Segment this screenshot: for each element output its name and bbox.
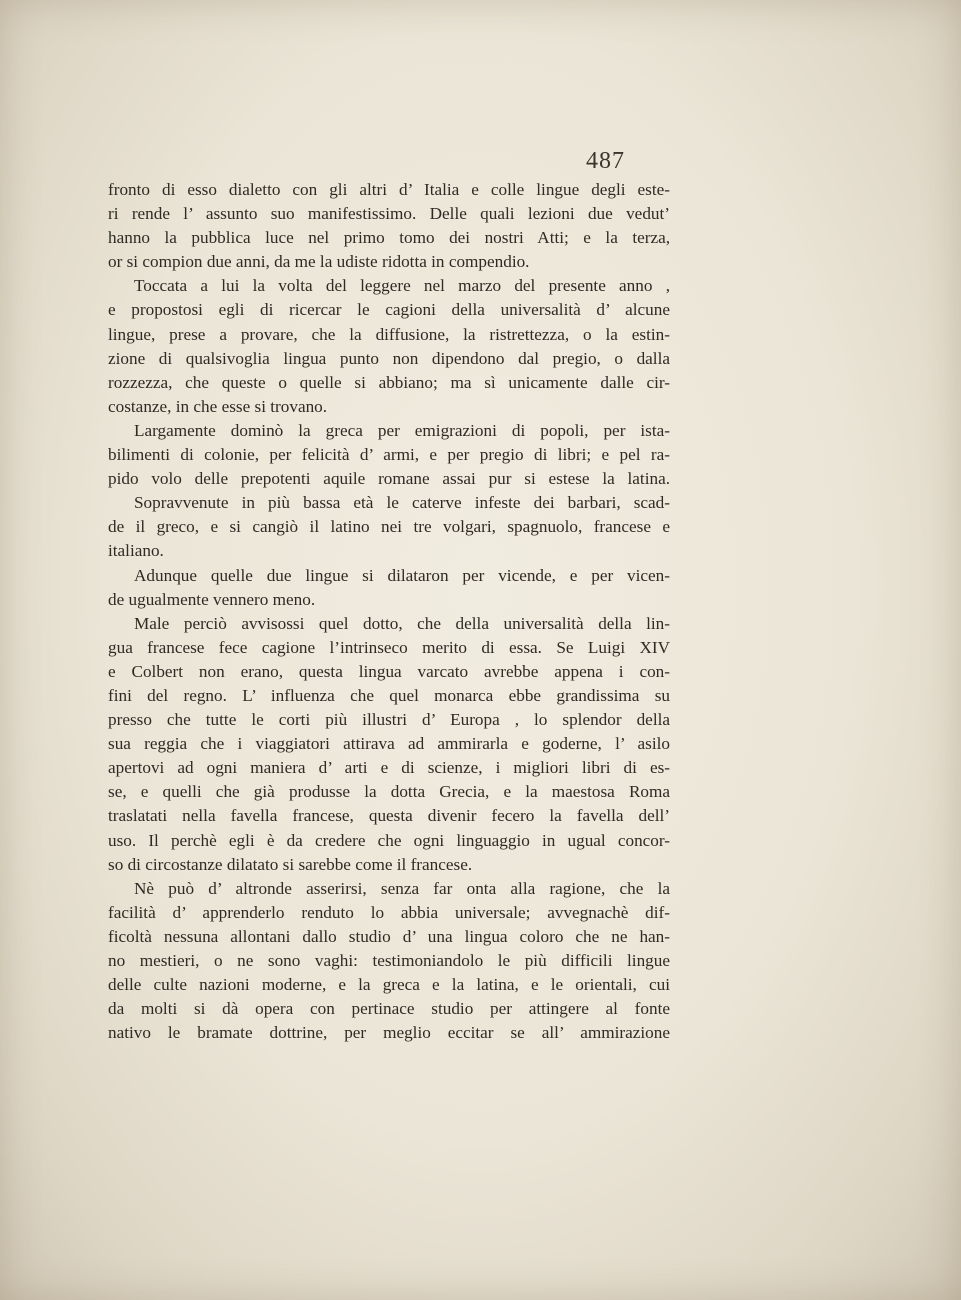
text-line: or si compion due anni, da me la udiste ridotta in compendio. — [108, 252, 530, 272]
text-line: pido volo delle prepotenti aquile romane assai pur si estese la latina. — [108, 469, 670, 489]
text-line: bilimenti di colonie, per felicità d’ armi, e per pregio di libri; e pel ra- — [108, 445, 670, 465]
text-line: so di circostanze dilatato si sarebbe come il francese. — [108, 854, 473, 874]
text-line: fronto di esso dialetto con gli altri d’ Italia e colle lingue degli este- — [108, 180, 670, 199]
text-line: nativo le bramate dottrine, per meglio eccitar se all’ ammirazione — [108, 1023, 670, 1043]
text-line: de il greco, e si cangiò il latino nei tre volgari, spagnuolo, francese e — [108, 517, 670, 537]
text-line: fini del regno. L’ influenza che quel monarca ebbe grandissima su — [108, 685, 670, 705]
text-line: facilità d’ apprenderlo renduto lo abbia universale; avvegnachè dif- — [108, 902, 670, 922]
text-line: italiano. — [108, 541, 164, 561]
text-line: traslatati nella favella francese, questa divenir fecero la favella dell’ — [108, 806, 670, 826]
text-line: presso che tutte le corti più illustri d’ Europa , lo splendor della — [108, 710, 670, 730]
text-line: ficoltà nessuna allontani dallo studio d’ una lingua coloro che ne han- — [108, 926, 670, 946]
text-line: hanno la pubblica luce nel primo tomo dei nostri Atti; e la terza, — [108, 228, 670, 248]
text-line: e Colbert non erano, questa lingua varcato avrebbe appena i con- — [108, 661, 670, 681]
text-line: rozzezza, che queste o quelle si abbiano; ma sì unicamente dalle cir- — [108, 372, 670, 392]
text-line: Nè può d’ altronde asserirsi, senza far onta alla ragione, che la — [134, 878, 670, 898]
body-text — [108, 178, 670, 1045]
text-line: de ugualmente vennero meno. — [108, 589, 316, 609]
text-line: gua francese fece cagione l’intrinseco merito di essa. Se Luigi XIV — [108, 637, 670, 657]
page-number: 487 — [586, 148, 625, 174]
text-line: Male perciò avvisossi quel dotto, che della universalità della lin- — [134, 613, 670, 633]
text-line: sua reggia che i viaggiatori attirava ad ammirarla e goderne, l’ asilo — [108, 734, 670, 754]
text-line: uso. Il perchè egli è da credere che ogni linguaggio in ugual concor- — [108, 830, 670, 850]
text-line: Sopravvenute in più bassa età le caterve infeste dei barbari, scad- — [134, 493, 670, 513]
text-line: lingue, prese a provare, che la diffusione, la ristrettezza, o la estin- — [108, 324, 670, 344]
text-line: Largamente dominò la greca per emigrazioni di popoli, per ista- — [134, 420, 670, 440]
text-line: apertovi ad ogni maniera d’ arti e di scienze, i migliori libri di es- — [108, 758, 670, 778]
text-line: da molti si dà opera con pertinace studio per attingere al fonte — [108, 999, 670, 1019]
text-line: Toccata a lui la volta del leggere nel marzo del presente anno , — [134, 276, 670, 296]
text-line: Adunque quelle due lingue si dilataron per vicende, e per vicen- — [134, 565, 670, 585]
text-line: ri rende l’ assunto suo manifestissimo. Delle quali lezioni due vedut’ — [108, 204, 670, 224]
text-line: se, e quelli che già produsse la dotta Grecia, e la maestosa Roma — [108, 782, 670, 802]
text-line: zione di qualsivoglia lingua punto non dipendono dal pregio, o dalla — [108, 348, 670, 368]
text-line: e propostosi egli di ricercar le cagioni della universalità d’ alcune — [108, 300, 670, 320]
text-line: no mestieri, o ne sono vaghi: testimoniandolo le più difficili lingue — [108, 951, 670, 970]
text-line: costanze, in che esse si trovano. — [108, 396, 328, 416]
text-line: delle culte nazioni moderne, e la greca e la latina, e le orientali, cui — [108, 975, 670, 995]
